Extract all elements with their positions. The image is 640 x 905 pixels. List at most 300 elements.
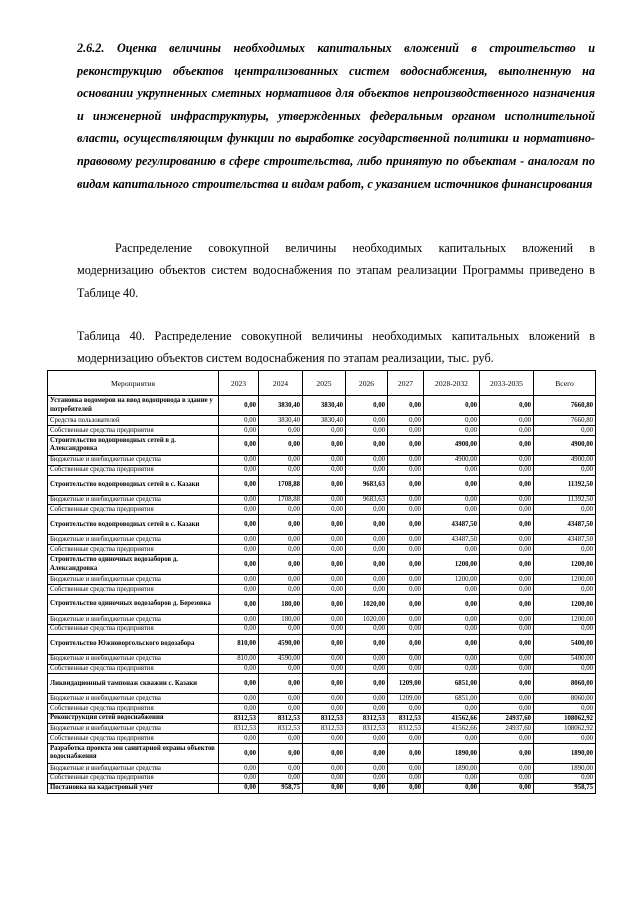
- row-value: 5400,00: [534, 634, 596, 654]
- row-value: 1209,00: [388, 674, 424, 694]
- row-label: Бюджетные и внебюджетные средства: [48, 575, 219, 585]
- row-value: 0,00: [424, 425, 480, 435]
- header-2025: 2025: [303, 371, 346, 396]
- row-value: 0,00: [303, 743, 346, 763]
- row-value: 0,00: [303, 425, 346, 435]
- row-value: 108062,92: [534, 714, 596, 724]
- row-value: 0,00: [303, 783, 346, 793]
- row-value: 0,00: [346, 425, 388, 435]
- row-value: 0,00: [424, 396, 480, 416]
- table-row: [48, 435, 596, 455]
- row-value: 7660,80: [534, 416, 596, 426]
- row-value: 0,00: [259, 743, 303, 763]
- row-value: 9683,63: [346, 475, 388, 495]
- row-value: 0,00: [388, 416, 424, 426]
- row-value: 0,00: [259, 585, 303, 595]
- header-2026: 2026: [346, 371, 388, 396]
- row-value: 0,00: [303, 624, 346, 634]
- row-value: 0,00: [346, 535, 388, 545]
- table-row: [48, 624, 596, 634]
- row-label: Бюджетные и внебюджетные средства: [48, 763, 219, 773]
- table-row: [48, 396, 596, 416]
- row-value: 0,00: [534, 773, 596, 783]
- row-value: 0,00: [346, 634, 388, 654]
- header-2033-2035: 2033-2035: [480, 371, 534, 396]
- row-label: Строительство одиночных водозаборов д. Березовка: [48, 594, 219, 614]
- row-value: 0,00: [388, 773, 424, 783]
- row-value: 0,00: [303, 773, 346, 783]
- row-value: 0,00: [424, 585, 480, 595]
- row-value: 1200,00: [534, 614, 596, 624]
- row-value: 0,00: [259, 515, 303, 535]
- table-row: [48, 555, 596, 575]
- row-value: 8312,53: [259, 724, 303, 734]
- row-value: 810,00: [219, 634, 259, 654]
- row-value: 180,00: [259, 594, 303, 614]
- row-value: 8060,00: [534, 674, 596, 694]
- row-value: 0,00: [346, 694, 388, 704]
- row-value: 0,00: [219, 734, 259, 744]
- table-row: [48, 704, 596, 714]
- row-label: Строительство водопроводных сетей в с. Казаки: [48, 475, 219, 495]
- row-value: 0,00: [388, 743, 424, 763]
- header-total: Всего: [534, 371, 596, 396]
- row-value: 0,00: [480, 743, 534, 763]
- row-value: 0,00: [480, 704, 534, 714]
- row-value: 0,00: [388, 455, 424, 465]
- row-value: 0,00: [424, 505, 480, 515]
- row-value: 0,00: [219, 783, 259, 793]
- table-row: [48, 585, 596, 595]
- row-value: 24937,60: [480, 724, 534, 734]
- row-value: 0,00: [346, 654, 388, 664]
- row-value: 0,00: [388, 704, 424, 714]
- row-value: 0,00: [388, 634, 424, 654]
- row-value: 1890,00: [424, 743, 480, 763]
- row-label: Бюджетные и внебюджетные средства: [48, 724, 219, 734]
- table-header-row: [48, 371, 596, 396]
- row-value: 43487,50: [424, 535, 480, 545]
- row-value: 0,00: [480, 585, 534, 595]
- row-value: 5400,00: [534, 654, 596, 664]
- row-value: 0,00: [424, 465, 480, 475]
- table-row: [48, 495, 596, 505]
- section-heading: 2.6.2. Оценка величины необходимых капитальных вложений в строительство и реконструкцию объектов централизованных систем водоснабжения, выполненную на основании укрупненных сметных нормативов для объектов непроизводственного назначения и инженерной инфраструктуры, утвержденных федеральным органом исполнительной власти, осуществляющим функции по выработке государственной политики и нормативно-правовому регулированию в сфере строительства, либо принятую по объектам - аналогам по видам капитального строительства и видам работ, с указанием источников финансирования: [77, 41, 595, 191]
- row-value: 0,00: [219, 763, 259, 773]
- row-label: Бюджетные и внебюджетные средства: [48, 614, 219, 624]
- row-value: 0,00: [480, 545, 534, 555]
- row-value: 0,00: [480, 435, 534, 455]
- row-value: 0,00: [303, 763, 346, 773]
- row-value: 4900,00: [534, 455, 596, 465]
- row-value: 41562,66: [424, 714, 480, 724]
- header-2024: 2024: [259, 371, 303, 396]
- table-row: [48, 614, 596, 624]
- row-value: 0,00: [259, 704, 303, 714]
- row-value: 0,00: [480, 475, 534, 495]
- row-value: 8312,53: [259, 714, 303, 724]
- row-value: 0,00: [388, 594, 424, 614]
- row-value: 0,00: [480, 555, 534, 575]
- row-value: 0,00: [480, 575, 534, 585]
- row-value: 0,00: [259, 535, 303, 545]
- row-value: 0,00: [480, 694, 534, 704]
- row-value: 4590,00: [259, 634, 303, 654]
- row-value: 0,00: [388, 734, 424, 744]
- row-value: 1708,88: [259, 495, 303, 505]
- table-row: [48, 575, 596, 585]
- row-value: 0,00: [480, 664, 534, 674]
- row-value: 3830,40: [303, 396, 346, 416]
- row-value: 1020,00: [346, 594, 388, 614]
- row-value: 0,00: [388, 435, 424, 455]
- row-value: 4590,00: [259, 654, 303, 664]
- row-value: 0,00: [388, 575, 424, 585]
- row-value: 0,00: [424, 594, 480, 614]
- row-value: 0,00: [388, 396, 424, 416]
- row-value: 0,00: [388, 505, 424, 515]
- row-label: Собственные средства предприятия: [48, 505, 219, 515]
- row-value: 0,00: [219, 694, 259, 704]
- row-value: 0,00: [259, 664, 303, 674]
- capital-investment-table: [47, 370, 596, 794]
- row-value: 0,00: [388, 515, 424, 535]
- row-value: 0,00: [219, 575, 259, 585]
- row-value: 0,00: [480, 763, 534, 773]
- row-value: 0,00: [219, 555, 259, 575]
- row-value: 0,00: [219, 416, 259, 426]
- row-value: 0,00: [424, 475, 480, 495]
- row-value: 0,00: [534, 505, 596, 515]
- table-row: [48, 515, 596, 535]
- row-value: 0,00: [424, 634, 480, 654]
- row-value: 0,00: [388, 495, 424, 505]
- row-value: 0,00: [480, 515, 534, 535]
- row-value: 0,00: [219, 535, 259, 545]
- row-value: 0,00: [346, 783, 388, 793]
- row-label: Строительство водопроводных сетей в д. Александровка: [48, 435, 219, 455]
- intro-paragraph: Распределение совокупной величины необходимых капитальных вложений в модернизацию объектов систем водоснабжения по этапам реализации Программы приведено в Таблице 40.: [77, 241, 595, 300]
- row-value: 0,00: [480, 465, 534, 475]
- header-2028-2032: 2028-2032: [424, 371, 480, 396]
- row-value: 0,00: [303, 575, 346, 585]
- table-row: [48, 664, 596, 674]
- header-2027: 2027: [388, 371, 424, 396]
- row-label: Установка водомеров на ввод водопровода в здание у потребителей: [48, 396, 219, 416]
- row-value: 0,00: [480, 455, 534, 465]
- row-value: 0,00: [480, 624, 534, 634]
- row-value: 0,00: [346, 585, 388, 595]
- row-value: 0,00: [388, 783, 424, 793]
- row-label: Бюджетные и внебюджетные средства: [48, 654, 219, 664]
- row-value: 0,00: [303, 475, 346, 495]
- row-label: Собственные средства предприятия: [48, 425, 219, 435]
- row-value: 0,00: [480, 674, 534, 694]
- table-row: [48, 654, 596, 664]
- row-value: 8312,53: [303, 714, 346, 724]
- row-value: 0,00: [219, 465, 259, 475]
- row-value: 0,00: [388, 763, 424, 773]
- row-value: 0,00: [219, 505, 259, 515]
- row-value: 0,00: [303, 535, 346, 545]
- row-value: 0,00: [219, 396, 259, 416]
- table-row: [48, 425, 596, 435]
- row-value: 0,00: [259, 624, 303, 634]
- row-label: Собственные средства предприятия: [48, 545, 219, 555]
- row-value: 6851,00: [424, 694, 480, 704]
- row-value: 0,00: [219, 475, 259, 495]
- row-value: 0,00: [219, 435, 259, 455]
- row-value: 0,00: [424, 495, 480, 505]
- row-label: Бюджетные и внебюджетные средства: [48, 694, 219, 704]
- table-row: [48, 714, 596, 724]
- row-value: 810,00: [219, 654, 259, 664]
- table-row: [48, 416, 596, 426]
- row-label: Бюджетные и внебюджетные средства: [48, 455, 219, 465]
- row-value: 0,00: [424, 624, 480, 634]
- row-value: 0,00: [388, 654, 424, 664]
- header-2023: 2023: [219, 371, 259, 396]
- row-value: 11392,50: [534, 495, 596, 505]
- row-value: 43487,50: [424, 515, 480, 535]
- row-value: 0,00: [303, 734, 346, 744]
- row-value: 0,00: [346, 575, 388, 585]
- row-value: 0,00: [303, 704, 346, 714]
- row-value: 1200,00: [534, 555, 596, 575]
- row-value: 0,00: [219, 624, 259, 634]
- row-value: 0,00: [303, 505, 346, 515]
- row-value: 0,00: [259, 505, 303, 515]
- row-value: 0,00: [219, 743, 259, 763]
- row-value: 0,00: [259, 435, 303, 455]
- row-value: 7660,80: [534, 396, 596, 416]
- table-row: [48, 535, 596, 545]
- row-value: 1890,00: [534, 743, 596, 763]
- row-value: 0,00: [259, 694, 303, 704]
- row-value: 0,00: [388, 465, 424, 475]
- row-value: 0,00: [346, 545, 388, 555]
- row-value: 0,00: [219, 455, 259, 465]
- row-value: 0,00: [303, 465, 346, 475]
- row-value: 0,00: [259, 425, 303, 435]
- row-value: 1200,00: [424, 575, 480, 585]
- table-body: [48, 396, 596, 794]
- row-value: 11392,50: [534, 475, 596, 495]
- table-row: [48, 743, 596, 763]
- row-value: 0,00: [388, 425, 424, 435]
- table-row: [48, 455, 596, 465]
- row-value: 1200,00: [424, 555, 480, 575]
- row-value: 0,00: [534, 545, 596, 555]
- row-value: 0,00: [480, 495, 534, 505]
- row-value: 0,00: [424, 416, 480, 426]
- row-value: 0,00: [534, 664, 596, 674]
- row-value: 0,00: [480, 425, 534, 435]
- row-value: 0,00: [480, 535, 534, 545]
- row-value: 0,00: [303, 694, 346, 704]
- row-value: 4900,00: [424, 435, 480, 455]
- row-value: 0,00: [346, 664, 388, 674]
- table-caption: Таблица 40. Распределение совокупной величины необходимых капитальных вложений в модернизацию объектов систем водоснабжения по этапам реализации, тыс. руб.: [77, 329, 595, 366]
- row-value: 0,00: [424, 773, 480, 783]
- row-value: 8312,53: [219, 724, 259, 734]
- row-value: 0,00: [219, 515, 259, 535]
- row-value: 0,00: [259, 465, 303, 475]
- table-row: [48, 634, 596, 654]
- row-value: 0,00: [303, 515, 346, 535]
- row-label: Собственные средства предприятия: [48, 624, 219, 634]
- row-value: 0,00: [259, 674, 303, 694]
- row-label: Строительство Южноворгольского водозабора: [48, 634, 219, 654]
- row-value: 0,00: [259, 763, 303, 773]
- row-value: 4900,00: [534, 435, 596, 455]
- row-value: 0,00: [388, 535, 424, 545]
- row-value: 43487,50: [534, 535, 596, 545]
- row-value: 1890,00: [534, 763, 596, 773]
- row-value: 0,00: [346, 505, 388, 515]
- row-value: 0,00: [480, 654, 534, 664]
- row-value: 958,75: [259, 783, 303, 793]
- row-value: 0,00: [480, 594, 534, 614]
- row-value: 43487,50: [534, 515, 596, 535]
- row-value: 0,00: [424, 664, 480, 674]
- row-label: Строительство одиночных водозаборов д. Александровка: [48, 555, 219, 575]
- row-value: 108062,92: [534, 724, 596, 734]
- row-value: 4900,00: [424, 455, 480, 465]
- table-row: [48, 674, 596, 694]
- row-label: Собственные средства предприятия: [48, 734, 219, 744]
- row-value: 9683,63: [346, 495, 388, 505]
- row-value: 0,00: [219, 704, 259, 714]
- row-value: 0,00: [303, 614, 346, 624]
- row-value: 0,00: [346, 465, 388, 475]
- table-row: [48, 773, 596, 783]
- row-value: 1200,00: [534, 594, 596, 614]
- row-value: 3830,40: [259, 416, 303, 426]
- row-value: 0,00: [534, 465, 596, 475]
- row-value: 1209,00: [388, 694, 424, 704]
- row-value: 0,00: [303, 585, 346, 595]
- row-label: Разработка проекта зон санитарной охраны объектов водоснабжения: [48, 743, 219, 763]
- row-label: Постановка на кадастровый учет: [48, 783, 219, 793]
- row-value: 0,00: [480, 783, 534, 793]
- row-value: 0,00: [480, 773, 534, 783]
- row-value: 0,00: [219, 585, 259, 595]
- table-row: [48, 545, 596, 555]
- row-value: 3830,40: [303, 416, 346, 426]
- row-value: 0,00: [424, 783, 480, 793]
- row-value: 0,00: [219, 495, 259, 505]
- row-value: 0,00: [346, 674, 388, 694]
- table-row: [48, 734, 596, 744]
- row-label: Строительство водопроводных сетей в с. Казаки: [48, 515, 219, 535]
- row-value: 0,00: [259, 734, 303, 744]
- row-label: Средства пользователей: [48, 416, 219, 426]
- row-value: 0,00: [346, 763, 388, 773]
- row-value: 0,00: [303, 495, 346, 505]
- row-value: 0,00: [480, 505, 534, 515]
- table-row: [48, 594, 596, 614]
- table-row: [48, 505, 596, 515]
- row-value: 0,00: [346, 704, 388, 714]
- row-value: 0,00: [303, 435, 346, 455]
- row-value: 0,00: [424, 614, 480, 624]
- row-value: 0,00: [388, 664, 424, 674]
- row-value: 0,00: [303, 654, 346, 664]
- row-value: 0,00: [259, 545, 303, 555]
- row-value: 0,00: [219, 614, 259, 624]
- row-value: 0,00: [346, 773, 388, 783]
- row-value: 0,00: [480, 734, 534, 744]
- row-value: 1890,00: [424, 763, 480, 773]
- row-value: 0,00: [534, 704, 596, 714]
- row-value: 0,00: [303, 555, 346, 575]
- row-value: 0,00: [388, 614, 424, 624]
- row-value: 1020,00: [346, 614, 388, 624]
- row-value: 8312,53: [346, 724, 388, 734]
- row-label: Бюджетные и внебюджетные средства: [48, 495, 219, 505]
- row-value: 0,00: [303, 664, 346, 674]
- row-value: 0,00: [388, 624, 424, 634]
- row-value: 8312,53: [346, 714, 388, 724]
- row-value: 8312,53: [388, 724, 424, 734]
- row-value: 0,00: [346, 455, 388, 465]
- table-row: [48, 763, 596, 773]
- row-value: 0,00: [346, 435, 388, 455]
- row-value: 0,00: [303, 634, 346, 654]
- row-value: 8312,53: [303, 724, 346, 734]
- row-value: 0,00: [424, 654, 480, 664]
- row-value: 0,00: [219, 773, 259, 783]
- row-value: 180,00: [259, 614, 303, 624]
- row-value: 0,00: [480, 396, 534, 416]
- row-value: 0,00: [388, 545, 424, 555]
- row-label: Собственные средства предприятия: [48, 664, 219, 674]
- table-row: [48, 475, 596, 495]
- row-value: 0,00: [303, 674, 346, 694]
- row-value: 0,00: [303, 594, 346, 614]
- row-value: 0,00: [219, 664, 259, 674]
- row-label: Ликвидационный тампонаж скважин с. Казаки: [48, 674, 219, 694]
- row-value: 0,00: [346, 555, 388, 575]
- row-value: 0,00: [219, 594, 259, 614]
- row-value: 0,00: [388, 555, 424, 575]
- row-value: 0,00: [346, 396, 388, 416]
- row-value: 1200,00: [534, 575, 596, 585]
- row-value: 0,00: [259, 575, 303, 585]
- row-value: 0,00: [346, 515, 388, 535]
- row-value: 3830,40: [259, 396, 303, 416]
- row-value: 0,00: [424, 734, 480, 744]
- row-value: 0,00: [346, 743, 388, 763]
- row-value: 0,00: [480, 416, 534, 426]
- header-measures: Мероприятия: [48, 371, 219, 396]
- row-value: 0,00: [346, 624, 388, 634]
- row-value: 0,00: [534, 624, 596, 634]
- row-value: 0,00: [388, 585, 424, 595]
- row-value: 0,00: [424, 545, 480, 555]
- table-row: [48, 724, 596, 734]
- row-value: 0,00: [259, 555, 303, 575]
- row-value: 0,00: [480, 614, 534, 624]
- table-row: [48, 783, 596, 793]
- row-value: 8312,53: [219, 714, 259, 724]
- row-value: 6851,00: [424, 674, 480, 694]
- row-label: Реконструкция сетей водоснабжения: [48, 714, 219, 724]
- row-label: Бюджетные и внебюджетные средства: [48, 535, 219, 545]
- row-value: 0,00: [534, 425, 596, 435]
- row-value: 24937,60: [480, 714, 534, 724]
